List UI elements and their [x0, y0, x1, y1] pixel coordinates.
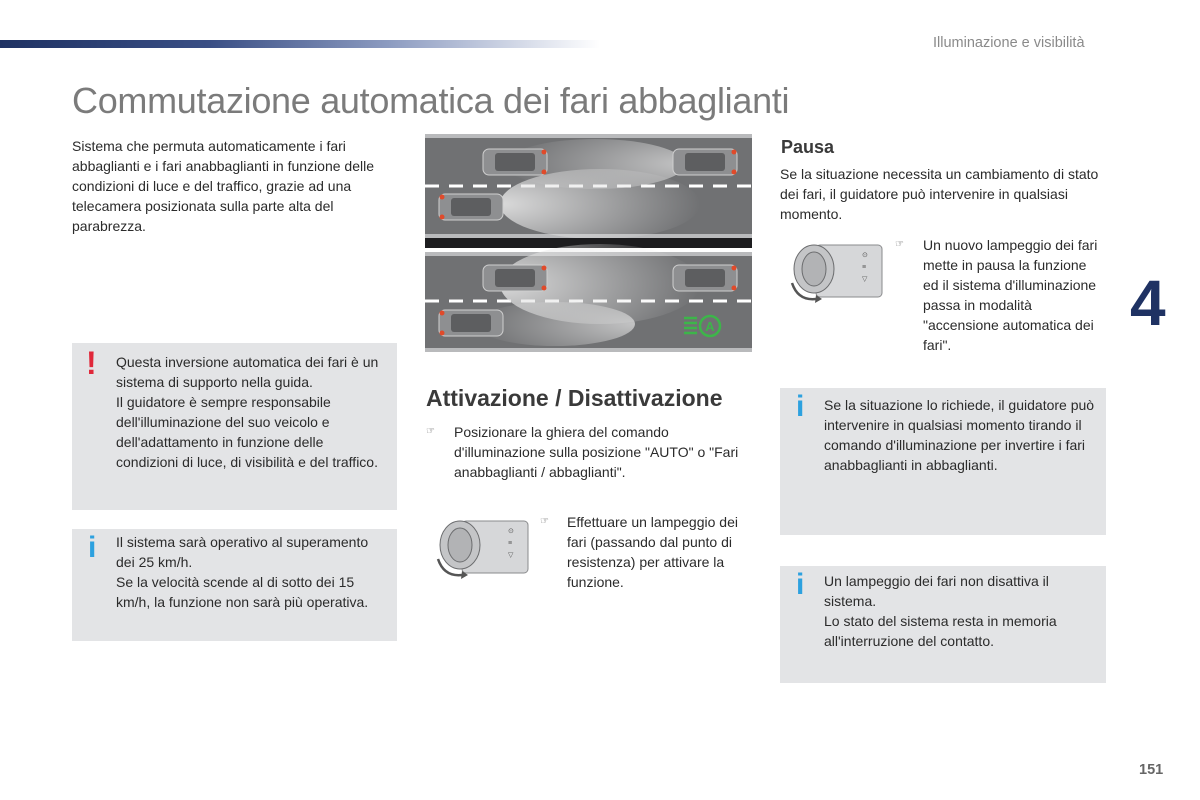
light-stalk-illustration: [786, 239, 886, 305]
pointing-hand-icon: ☞: [540, 516, 549, 527]
car-icon: [483, 149, 547, 175]
svg-text:▽: ▽: [862, 276, 868, 283]
activation-heading: Attivazione / Disattivazione: [426, 385, 723, 411]
info-icon: i: [796, 568, 805, 601]
car-icon: [439, 194, 503, 220]
svg-text:≡: ≡: [862, 264, 867, 271]
header-accent-bar: [0, 40, 600, 48]
pause-bullet-text: Un nuovo lampeggio dei fari mette in pausa la funzione ed il sistema d'illuminazione passa in modalità "accensione automatica dei fari".: [923, 237, 1098, 353]
section-header: Illuminazione e visibilità: [933, 35, 1085, 51]
road-illustration: [425, 134, 752, 352]
flash-bullet-text: Effettuare un lampeggio dei fari (passando dal punto di resistenza) per attivare la funzione.: [567, 514, 738, 590]
info-box-speed: [72, 529, 397, 641]
pause-heading: Pausa: [781, 137, 835, 157]
pause-bullet: [895, 235, 1105, 355]
pointing-hand-icon: ☞: [426, 426, 435, 437]
intro-paragraph: Sistema che permuta automaticamente i fari abbaglianti e i fari anabbaglianti in funzione delle condizioni di luce e del traffico, grazie ad una telecamera posizionata sulla parte alta del parabrezza.: [72, 138, 374, 234]
info-memory-text: Un lampeggio dei fari non disattiva il sistema. Lo stato del sistema resta in memoria all'interruzione del contatto.: [824, 573, 1057, 649]
page-title: Commutazione automatica dei fari abbaglianti: [72, 80, 790, 121]
flash-bullet: [540, 512, 750, 592]
info-box-memory: [780, 566, 1106, 683]
warning-text: Questa inversione automatica dei fari è un sistema di supporto nella guida. Il guidatore è sempre responsabile dell'illuminazione del suo veicolo e dell'adattamento in funzione delle condizioni di luce, di visibilità e del traffico.: [116, 354, 379, 470]
activation-bullet-text: Posizionare la ghiera del comando d'illuminazione sulla posizione "AUTO" o "Fari anabbaglianti / abbaglianti".: [454, 424, 739, 480]
car-icon: [439, 310, 503, 336]
car-icon: [483, 265, 547, 291]
info-speed-text: Il sistema sarà operativo al superamento dei 25 km/h. Se la velocità scende al di sotto dei 15 km/h, la funzione non sarà più operativa.: [116, 534, 369, 610]
svg-text:▽: ▽: [508, 552, 514, 559]
info-icon: i: [796, 390, 805, 423]
activation-bullet: [426, 422, 746, 482]
info-icon: i: [88, 531, 97, 564]
info-override-text: Se la situazione lo richiede, il guidatore può intervenire in qualsiasi momento tirando il comando d'illuminazione per invertire i fari anabbaglianti in abbaglianti.: [824, 397, 1095, 473]
warning-exclamation-icon: !: [86, 345, 97, 381]
svg-text:⊙: ⊙: [508, 528, 514, 535]
svg-text:≡: ≡: [508, 540, 513, 547]
light-stalk-illustration: [432, 515, 532, 581]
info-box-override: [780, 388, 1106, 535]
warning-box: [72, 343, 397, 510]
page-number: 151: [1139, 762, 1164, 778]
car-icon: [673, 149, 737, 175]
chapter-number: 4: [1130, 267, 1166, 339]
car-icon: [673, 265, 737, 291]
pause-intro: Se la situazione necessita un cambiamento di stato dei fari, il guidatore può intervenire in qualsiasi momento.: [780, 166, 1099, 222]
svg-text:A: A: [705, 319, 715, 334]
svg-text:⊙: ⊙: [862, 252, 868, 259]
pointing-hand-icon: ☞: [895, 239, 904, 250]
